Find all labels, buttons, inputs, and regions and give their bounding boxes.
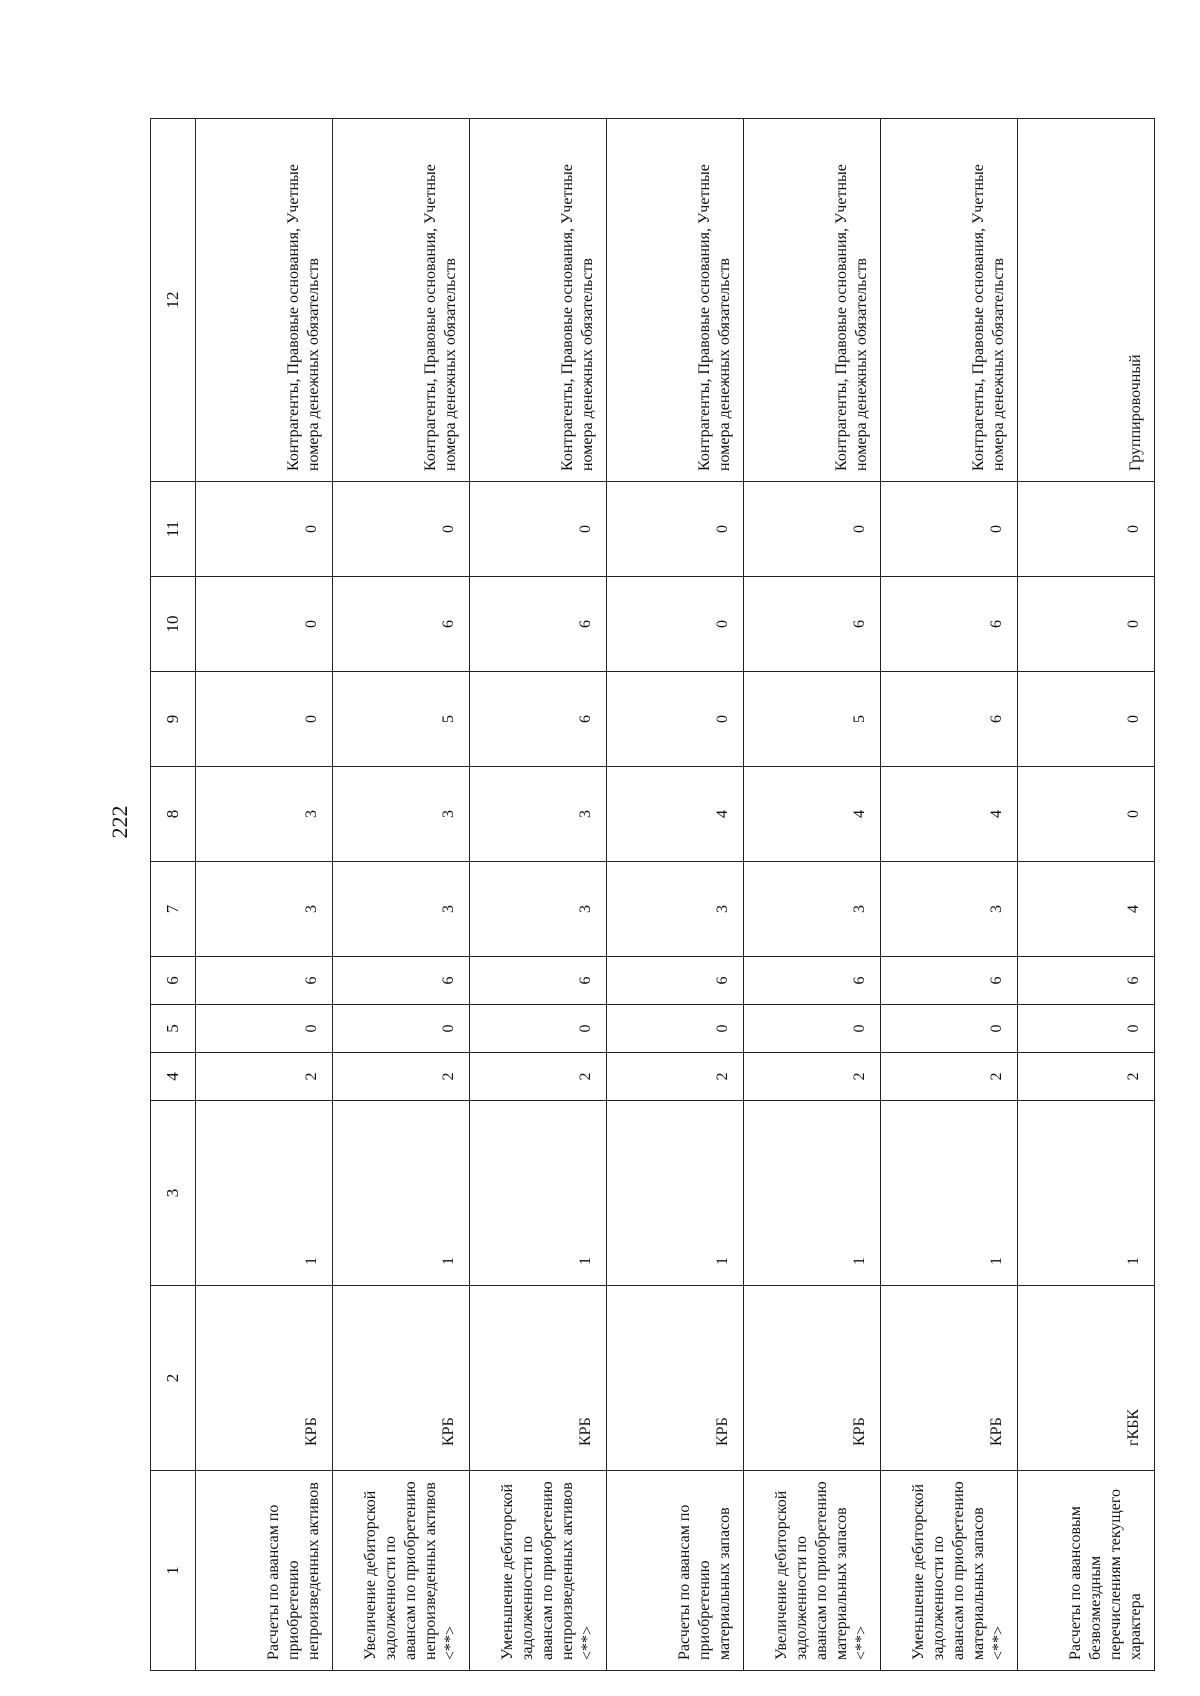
table-row [607, 119, 744, 1671]
table-row [470, 119, 607, 1671]
analytics-cell: Контрагенты, Правовые основания, Учетные номера денежных обязательств [744, 119, 881, 482]
header-col-8: 8 [151, 767, 196, 862]
account-name-cell: Уменьшение дебиторской задолженности по авансам по приобретению непроизведенных активов <**> [470, 1471, 607, 1671]
col-9-cell: 6 [881, 672, 1018, 767]
col-5-cell: 0 [470, 1005, 607, 1053]
header-col-4: 4 [151, 1053, 196, 1101]
code-cell: гКБК [1018, 1286, 1155, 1471]
col-4-cell: 2 [744, 1053, 881, 1101]
col-6-cell: 6 [333, 957, 470, 1005]
analytics-cell: Контрагенты, Правовые основания, Учетные номера денежных обязательств [470, 119, 607, 482]
header-col-3: 3 [151, 1101, 196, 1286]
account-name-cell: Расчеты по авансам по приобретению материальных запасов [607, 1471, 744, 1671]
code-cell: КРБ [470, 1286, 607, 1471]
col-3-cell: 1 [744, 1101, 881, 1286]
chart-of-accounts-table [150, 118, 1155, 1671]
col-6-cell: 6 [744, 957, 881, 1005]
col-7-cell: 3 [607, 862, 744, 957]
table-row [196, 119, 333, 1671]
col-7-cell: 3 [196, 862, 333, 957]
col-3-cell: 1 [881, 1101, 1018, 1286]
header-col-12: 12 [151, 119, 196, 482]
table-row [881, 119, 1018, 1671]
col-4-cell: 2 [196, 1053, 333, 1101]
col-3-cell: 1 [196, 1101, 333, 1286]
col-9-cell: 6 [470, 672, 607, 767]
analytics-cell: Контрагенты, Правовые основания, Учетные номера денежных обязательств [196, 119, 333, 482]
col-10-cell: 6 [470, 577, 607, 672]
col-8-cell: 4 [607, 767, 744, 862]
col-4-cell: 2 [333, 1053, 470, 1101]
account-name-cell: Расчеты по авансам по приобретению непроизведенных активов [196, 1471, 333, 1671]
code-cell: КРБ [196, 1286, 333, 1471]
col-9-cell: 0 [607, 672, 744, 767]
table-row [1018, 119, 1155, 1671]
col-5-cell: 0 [607, 1005, 744, 1053]
header-col-5: 5 [151, 1005, 196, 1053]
analytics-cell: Контрагенты, Правовые основания, Учетные номера денежных обязательств [881, 119, 1018, 482]
code-cell: КРБ [607, 1286, 744, 1471]
col-5-cell: 0 [333, 1005, 470, 1053]
col-5-cell: 0 [1018, 1005, 1155, 1053]
col-10-cell: 6 [881, 577, 1018, 672]
analytics-cell: Контрагенты, Правовые основания, Учетные номера денежных обязательств [333, 119, 470, 482]
col-10-cell: 6 [744, 577, 881, 672]
col-11-cell: 0 [744, 482, 881, 577]
header-col-1: 1 [151, 1471, 196, 1671]
page-number: 222 [107, 805, 132, 839]
col-7-cell: 3 [470, 862, 607, 957]
col-4-cell: 2 [470, 1053, 607, 1101]
col-9-cell: 0 [1018, 672, 1155, 767]
col-3-cell: 1 [470, 1101, 607, 1286]
header-col-11: 11 [151, 482, 196, 577]
col-4-cell: 2 [1018, 1053, 1155, 1101]
col-3-cell: 1 [1018, 1101, 1155, 1286]
col-10-cell: 0 [607, 577, 744, 672]
col-8-cell: 0 [1018, 767, 1155, 862]
col-10-cell: 0 [196, 577, 333, 672]
table-row [333, 119, 470, 1671]
col-7-cell: 3 [744, 862, 881, 957]
col-11-cell: 0 [333, 482, 470, 577]
col-6-cell: 6 [1018, 957, 1155, 1005]
col-11-cell: 0 [196, 482, 333, 577]
header-col-10: 10 [151, 577, 196, 672]
col-7-cell: 4 [1018, 862, 1155, 957]
col-6-cell: 6 [607, 957, 744, 1005]
account-name-cell: Расчеты по авансовым безвозмездным перечислениям текущего характера [1018, 1471, 1155, 1671]
col-5-cell: 0 [196, 1005, 333, 1053]
col-8-cell: 4 [881, 767, 1018, 862]
header-col-2: 2 [151, 1286, 196, 1471]
header-row [151, 119, 196, 1671]
chart-of-accounts-table-wrapper [150, 119, 1144, 1671]
account-name-cell: Увеличение дебиторской задолженности по авансам по приобретению материальных запасов <**> [744, 1471, 881, 1671]
col-10-cell: 6 [333, 577, 470, 672]
account-name-cell: Увеличение дебиторской задолженности по авансам по приобретению непроизведенных активов <**> [333, 1471, 470, 1671]
col-9-cell: 5 [333, 672, 470, 767]
col-7-cell: 3 [333, 862, 470, 957]
col-11-cell: 0 [881, 482, 1018, 577]
col-4-cell: 2 [881, 1053, 1018, 1101]
col-3-cell: 1 [607, 1101, 744, 1286]
col-11-cell: 0 [607, 482, 744, 577]
col-7-cell: 3 [881, 862, 1018, 957]
col-8-cell: 4 [744, 767, 881, 862]
col-4-cell: 2 [607, 1053, 744, 1101]
code-cell: КРБ [881, 1286, 1018, 1471]
col-6-cell: 6 [881, 957, 1018, 1005]
header-col-9: 9 [151, 672, 196, 767]
analytics-cell: Группировочный [1018, 119, 1155, 482]
col-9-cell: 0 [196, 672, 333, 767]
col-10-cell: 0 [1018, 577, 1155, 672]
code-cell: КРБ [333, 1286, 470, 1471]
col-8-cell: 3 [196, 767, 333, 862]
col-6-cell: 6 [196, 957, 333, 1005]
code-cell: КРБ [744, 1286, 881, 1471]
col-5-cell: 0 [881, 1005, 1018, 1053]
table-row [744, 119, 881, 1671]
col-6-cell: 6 [470, 957, 607, 1005]
col-5-cell: 0 [744, 1005, 881, 1053]
analytics-cell: Контрагенты, Правовые основания, Учетные номера денежных обязательств [607, 119, 744, 482]
col-3-cell: 1 [333, 1101, 470, 1286]
header-col-7: 7 [151, 862, 196, 957]
col-9-cell: 5 [744, 672, 881, 767]
col-8-cell: 3 [470, 767, 607, 862]
account-name-cell: Уменьшение дебиторской задолженности по авансам по приобретению материальных запасов <**> [881, 1471, 1018, 1671]
col-11-cell: 0 [1018, 482, 1155, 577]
header-col-6: 6 [151, 957, 196, 1005]
col-8-cell: 3 [333, 767, 470, 862]
col-11-cell: 0 [470, 482, 607, 577]
